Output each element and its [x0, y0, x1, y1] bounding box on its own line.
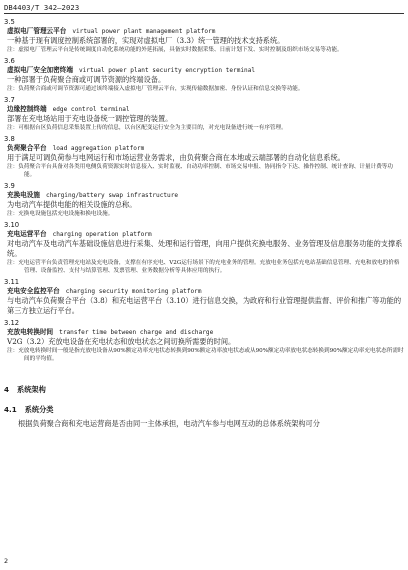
- term-entry: [4, 135, 404, 179]
- term-en: virtual power plant management platform: [72, 28, 216, 35]
- term-definition: 部署在充电场站用于充电设备统一调控管理的装置。: [7, 114, 173, 123]
- header-rule: [4, 13, 404, 14]
- term-title: [7, 66, 404, 75]
- term-entry: [4, 278, 404, 316]
- term-title: [7, 144, 404, 153]
- term-title: [7, 230, 404, 239]
- term-en: edge control terminal: [52, 106, 130, 113]
- section-heading-4: 4 系统架构: [4, 385, 46, 394]
- term-number: 3.5: [4, 18, 15, 26]
- term-en: transfer time between charge and discharge: [59, 329, 214, 336]
- term-en: virtual power plant security encryption terminal: [78, 67, 256, 74]
- section-heading-4-1: 4.1 系统分类: [4, 405, 54, 414]
- term-note: [7, 259, 404, 275]
- term-definition: 对电动汽车及电动汽车基础设施信息进行采集、处理和运行管理，向用户提供充换电服务、业务管理及信息服务功能的支撑系统。: [7, 239, 403, 258]
- term-number: 3.8: [4, 135, 15, 143]
- term-note: [7, 210, 404, 218]
- term-title: [7, 27, 404, 36]
- page-number: 2: [4, 557, 9, 565]
- term-zh: 虚拟电厂安全加密终端: [7, 66, 73, 74]
- term-zh: 虚拟电厂管理云平台: [7, 27, 67, 35]
- term-definition: 一种部署于负荷聚合商或可调节资源的终端设备。: [7, 75, 166, 84]
- term-note-text: 注：充换电设施包括充电设施和换电设施。: [7, 211, 114, 217]
- term-title: [7, 105, 404, 114]
- term-zh: 负荷聚合平台: [7, 144, 47, 152]
- term-title: [7, 328, 404, 337]
- section-4-1-paragraph: 根据负荷聚合商和充电运营商是否由同一主体承担，电动汽车参与电网互动的总体系统架构可分: [18, 419, 320, 428]
- term-en: charging security monitoring platform: [65, 288, 202, 295]
- term-note: [7, 85, 404, 93]
- term-entry: [4, 319, 404, 363]
- term-title: [7, 287, 404, 296]
- term-note-text: 注：负荷聚合商或可调节资源可通过该终端接入虚拟电厂管理云平台，实现传输数据加密、身份认证和信息交换等功能。: [7, 86, 304, 92]
- term-title: [7, 191, 404, 200]
- term-entry: [4, 57, 404, 93]
- term-zh: 充放电转换时间: [7, 328, 54, 336]
- term-note: [7, 124, 404, 132]
- page-content: [4, 15, 404, 429]
- term-entry: [4, 18, 404, 54]
- term-number: 3.12: [4, 319, 20, 327]
- term-note-text: 注：负荷聚合平台具备对各类用电侧负荷资源实时信息接入、实时监视、自动功率控制、市场交易申报、协同指令下达、操作控制、统计查询、计量计费等功能。: [7, 164, 393, 178]
- term-note: [7, 347, 404, 363]
- term-note: [7, 46, 404, 54]
- term-zh: 充电运营平台: [7, 230, 47, 238]
- term-note-text: 注：充放电转换时间一般是指充放电设备从90%额定功率充电状态转换到90%额定功率放电状态或从90%额定功率放电状态转换到90%额定功率充电状态所需时间的平均值。: [7, 348, 404, 362]
- term-definition: V2G（3.2）充放电设备在充电状态和放电状态之间切换所需要的时间。: [7, 337, 236, 346]
- term-zh: 充电安全监控平台: [7, 287, 60, 295]
- term-en: load aggregation platform: [52, 145, 145, 152]
- term-en: charging operation platform: [52, 231, 152, 238]
- term-en: charging/battery swap infrastructure: [45, 192, 179, 199]
- term-definition: 为电动汽车提供电能的相关设施的总称。: [7, 200, 137, 209]
- term-number: 3.6: [4, 57, 15, 65]
- term-definition: 用于满足可调负荷参与电网运行和市场运营业务需求，由负荷聚合商在本地或云端部署的自动化信息系统。: [7, 153, 345, 162]
- term-entry: [4, 96, 404, 132]
- term-number: 3.9: [4, 182, 15, 190]
- term-number: 3.11: [4, 278, 20, 286]
- term-entry: [4, 221, 404, 275]
- term-number: 3.10: [4, 221, 20, 229]
- term-entry: [4, 182, 404, 218]
- term-number: 3.7: [4, 96, 15, 104]
- term-definition: 与电动汽车负荷聚合平台（3.8）和充电运营平台（3.10）进行信息交换，为政府和行业管理提供监督、评价和推广等功能的第三方独立运行平台。: [7, 296, 402, 315]
- term-note: [7, 163, 404, 179]
- term-list: [4, 18, 404, 363]
- term-zh: 边缘控制终端: [7, 105, 47, 113]
- term-definition: 一种基于现有调度控制系统部署的，实现对虚拟电厂（3.3）统一管理的技术支持系统。: [7, 36, 285, 45]
- term-note-text: 注：虚拟电厂管理云平台是传统调度自动化系统功能的外延拓展，具备实时数据采集、日前计划下发、实时控制及组织市场交易等功能。: [7, 47, 343, 53]
- term-zh: 充换电设施: [7, 191, 40, 199]
- document-code: DB4403/T 342—2023: [4, 3, 80, 12]
- term-note-text: 注：充电运营平台负责管理充电站及充电设备，支撑在有序充电、V2G运行场景下的充电业务的管理。充放电业务包括充电站基础信息管理、充电和放电的价格管理、设备监控、支付与结算管理、发票管理、业务数据分析等具体应用的执行。: [7, 260, 400, 274]
- term-note-text: 注：可根据台区负荷信息采集装置上传的信息，以台区配变运行安全为主要目的，对充电设备进行统一有序管理。: [7, 125, 287, 131]
